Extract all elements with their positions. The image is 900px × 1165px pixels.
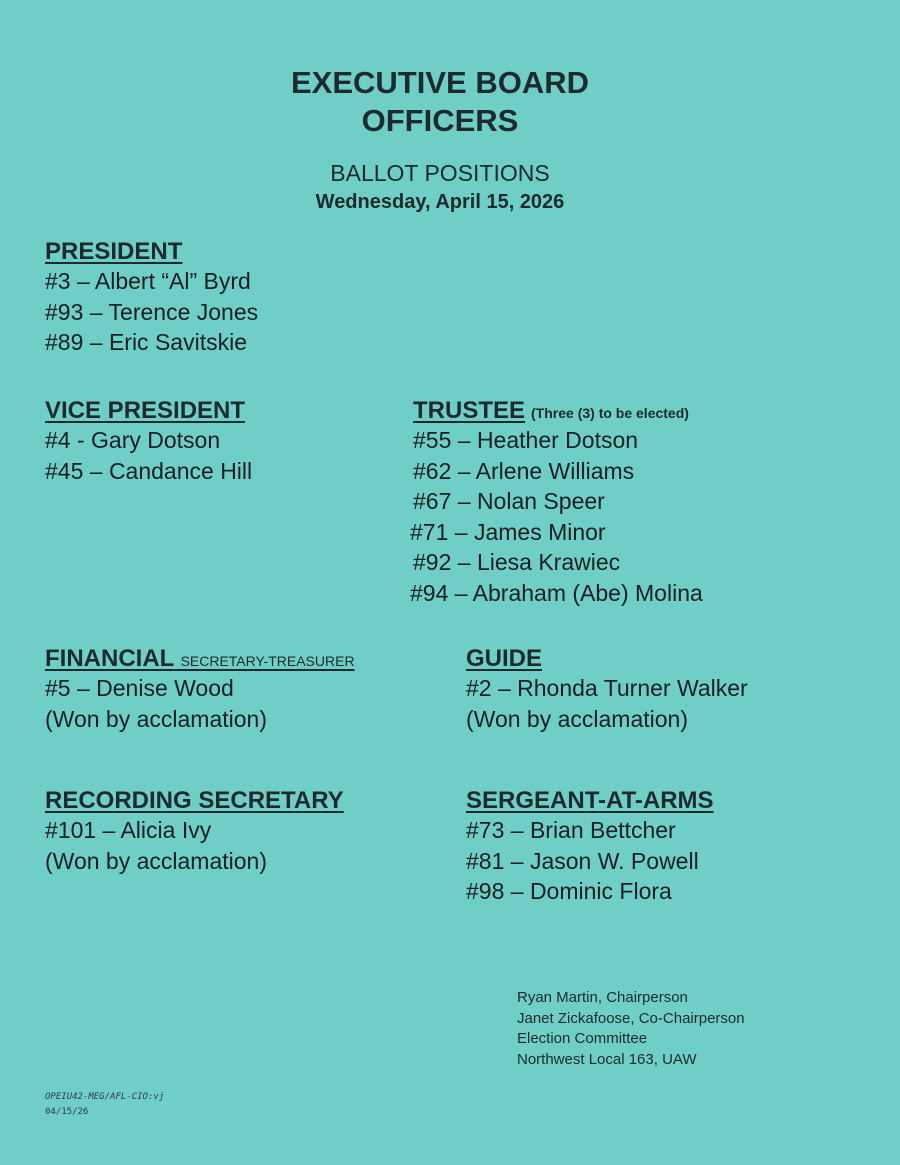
section-financial-secretary-treasurer	[45, 645, 355, 734]
signature-line: Election Committee	[517, 1030, 648, 1047]
candidate: #2 – Rhonda Turner Walker	[466, 675, 748, 701]
heading-sergeant-at-arms: SERGEANT-AT-ARMS	[466, 787, 714, 814]
candidate: #73 – Brian Bettcher	[466, 817, 676, 843]
candidate: #89 – Eric Savitskie	[45, 329, 247, 355]
footer-mark	[45, 1090, 164, 1120]
subtitle: BALLOT POSITIONS	[330, 160, 550, 186]
acclamation-note: (Won by acclamation)	[466, 705, 688, 732]
trustee-note: (Three (3) to be elected)	[531, 405, 689, 421]
section-guide	[466, 645, 748, 734]
signature-block	[517, 988, 745, 1070]
union-mark: OPEIU42-MEG/AFL-CIO:vj	[45, 1092, 165, 1102]
title-line-1: EXECUTIVE BOARD	[291, 65, 589, 100]
candidate: #92 – Liesa Krawiec	[413, 549, 621, 575]
section-trustee	[410, 397, 703, 608]
candidate: #94 – Abraham (Abe) Molina	[410, 579, 703, 606]
signature-line: Ryan Martin, Chairperson	[517, 989, 688, 1006]
candidate: #98 – Dominic Flora	[466, 878, 672, 904]
acclamation-note: (Won by acclamation)	[45, 847, 267, 874]
candidate: #55 – Heather Dotson	[413, 427, 639, 453]
heading-financial	[45, 645, 355, 673]
candidate: #4 - Gary Dotson	[45, 427, 221, 453]
candidate: #71 – James Minor	[410, 518, 606, 545]
title-line-2: OFFICERS	[361, 103, 519, 138]
heading-financial-sub: SECRETARY-TREASURER	[180, 653, 355, 669]
footer-date: 04/15/26	[45, 1107, 89, 1117]
candidate: #101 – Alicia Ivy	[45, 817, 212, 843]
candidate: #93 – Terence Jones	[45, 298, 259, 325]
candidate: #81 – Jason W. Powell	[466, 847, 699, 874]
signature-line: Northwest Local 163, UAW	[517, 1050, 697, 1068]
signature-line: Janet Zickafoose, Co-Chairperson	[517, 1009, 745, 1027]
ballot-date: Wednesday, April 15, 2026	[315, 191, 565, 213]
candidate: #5 – Denise Wood	[45, 675, 234, 701]
candidate: #45 – Candance Hill	[45, 457, 253, 484]
heading-trustee-label: TRUSTEE	[413, 397, 526, 424]
section-recording-secretary	[45, 787, 344, 876]
candidate: #3 – Albert “Al” Byrd	[45, 268, 251, 294]
heading-guide: GUIDE	[466, 645, 543, 672]
heading-vice-president: VICE PRESIDENT	[45, 397, 246, 424]
section-vice-president	[45, 397, 252, 486]
candidate: #62 – Arlene Williams	[413, 457, 635, 484]
heading-trustee	[413, 397, 703, 425]
heading-financial-label: FINANCIAL	[45, 645, 174, 672]
section-sergeant-at-arms	[466, 787, 714, 907]
section-president	[45, 238, 258, 358]
heading-recording-secretary: RECORDING SECRETARY	[45, 787, 344, 814]
acclamation-note: (Won by acclamation)	[45, 705, 267, 732]
heading-president: PRESIDENT	[45, 238, 183, 265]
candidate: #67 – Nolan Speer	[413, 488, 605, 514]
